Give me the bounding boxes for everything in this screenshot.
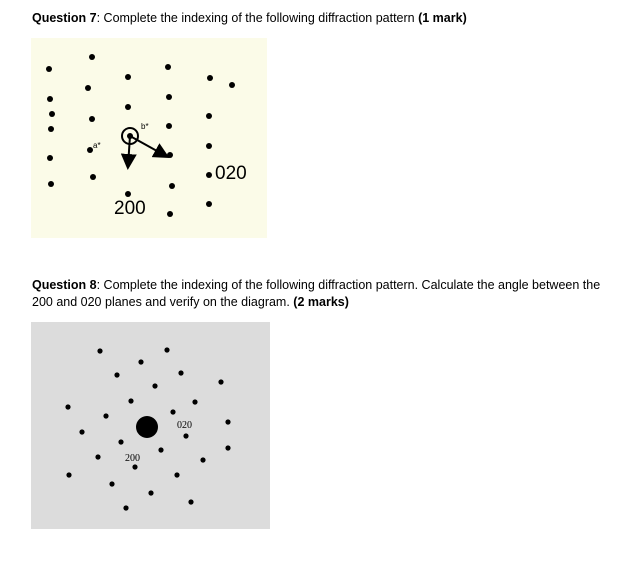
diffraction-spot [90, 174, 96, 180]
diffraction-spot [89, 116, 95, 122]
diffraction-spot [138, 359, 143, 364]
question-8-label: Question 8 [32, 278, 97, 292]
diffraction-spot [148, 490, 153, 495]
a-star-vector-arrow [128, 136, 130, 166]
diffraction-spot [225, 419, 230, 424]
label-020: 020 [215, 163, 247, 184]
diffraction-spot [206, 113, 212, 119]
diffraction-spot [85, 85, 91, 91]
diffraction-spot [125, 74, 131, 80]
diffraction-spot [169, 183, 175, 189]
diffraction-spot [188, 499, 193, 504]
question-7-label: Question 7 [32, 11, 97, 25]
label-200: 200 [114, 198, 146, 219]
diffraction-spot [48, 181, 54, 187]
diffraction-spot [109, 481, 114, 486]
diffraction-spot [123, 505, 128, 510]
question-7-marks: (1 mark) [418, 11, 467, 25]
label-200: 200 [125, 453, 140, 464]
diffraction-spot [166, 123, 172, 129]
diffraction-spot [167, 211, 173, 217]
diffraction-spot [178, 370, 183, 375]
diffraction-spot [206, 143, 212, 149]
diffraction-spot [103, 413, 108, 418]
b-star-label: b* [141, 122, 149, 131]
diffraction-spot [218, 379, 223, 384]
diffraction-spot [48, 126, 54, 132]
question-8-marks: (2 marks) [293, 295, 349, 309]
diffraction-spot [46, 66, 52, 72]
diffraction-spot [200, 457, 205, 462]
question-7 [32, 10, 467, 27]
question-7-text: : Complete the indexing of the following diffraction pattern [96, 11, 419, 25]
diffraction-spot [183, 433, 188, 438]
diffraction-spot [65, 404, 70, 409]
diffraction-spot [166, 94, 172, 100]
diffraction-spot [164, 347, 169, 352]
diffraction-spot [225, 445, 230, 450]
diffraction-spot [89, 54, 95, 60]
diffraction-pattern-1-svg [31, 38, 267, 238]
diffraction-spot [192, 399, 197, 404]
diffraction-spot [97, 348, 102, 353]
diffraction-spot [206, 172, 212, 178]
diffraction-spot [114, 372, 119, 377]
question-8-text: : Complete the indexing of the following diffraction pattern. Calculate the angle between the 200 and 020 planes and verify on the diagram. [32, 278, 601, 309]
diffraction-spot [118, 439, 123, 444]
diffraction-spot [167, 152, 173, 158]
diffraction-spot [170, 409, 175, 414]
diffraction-spot [49, 111, 55, 117]
label-020: 020 [177, 420, 192, 431]
diffraction-spot [95, 454, 100, 459]
diffraction-spot [125, 191, 131, 197]
diffraction-spot [47, 155, 53, 161]
diffraction-spot [165, 64, 171, 70]
transmitted-beam-spot [136, 416, 158, 438]
diffraction-spot [174, 472, 179, 477]
diffraction-spot [206, 201, 212, 207]
diffraction-spot [207, 75, 213, 81]
b-star-vector-arrow [130, 136, 166, 156]
diffraction-spot [158, 447, 163, 452]
diffraction-spot [132, 464, 137, 469]
diffraction-spot [79, 429, 84, 434]
diffraction-spot [229, 82, 235, 88]
diffraction-spot [152, 383, 157, 388]
diffraction-pattern-figure-2 [31, 322, 270, 529]
diffraction-pattern-figure-1 [31, 38, 267, 238]
diffraction-spot [125, 104, 131, 110]
a-star-label: a* [93, 141, 101, 150]
question-8 [32, 277, 602, 311]
diffraction-spot [47, 96, 53, 102]
diffraction-spot [128, 398, 133, 403]
diffraction-spot [66, 472, 71, 477]
diffraction-pattern-2-svg [31, 322, 270, 529]
